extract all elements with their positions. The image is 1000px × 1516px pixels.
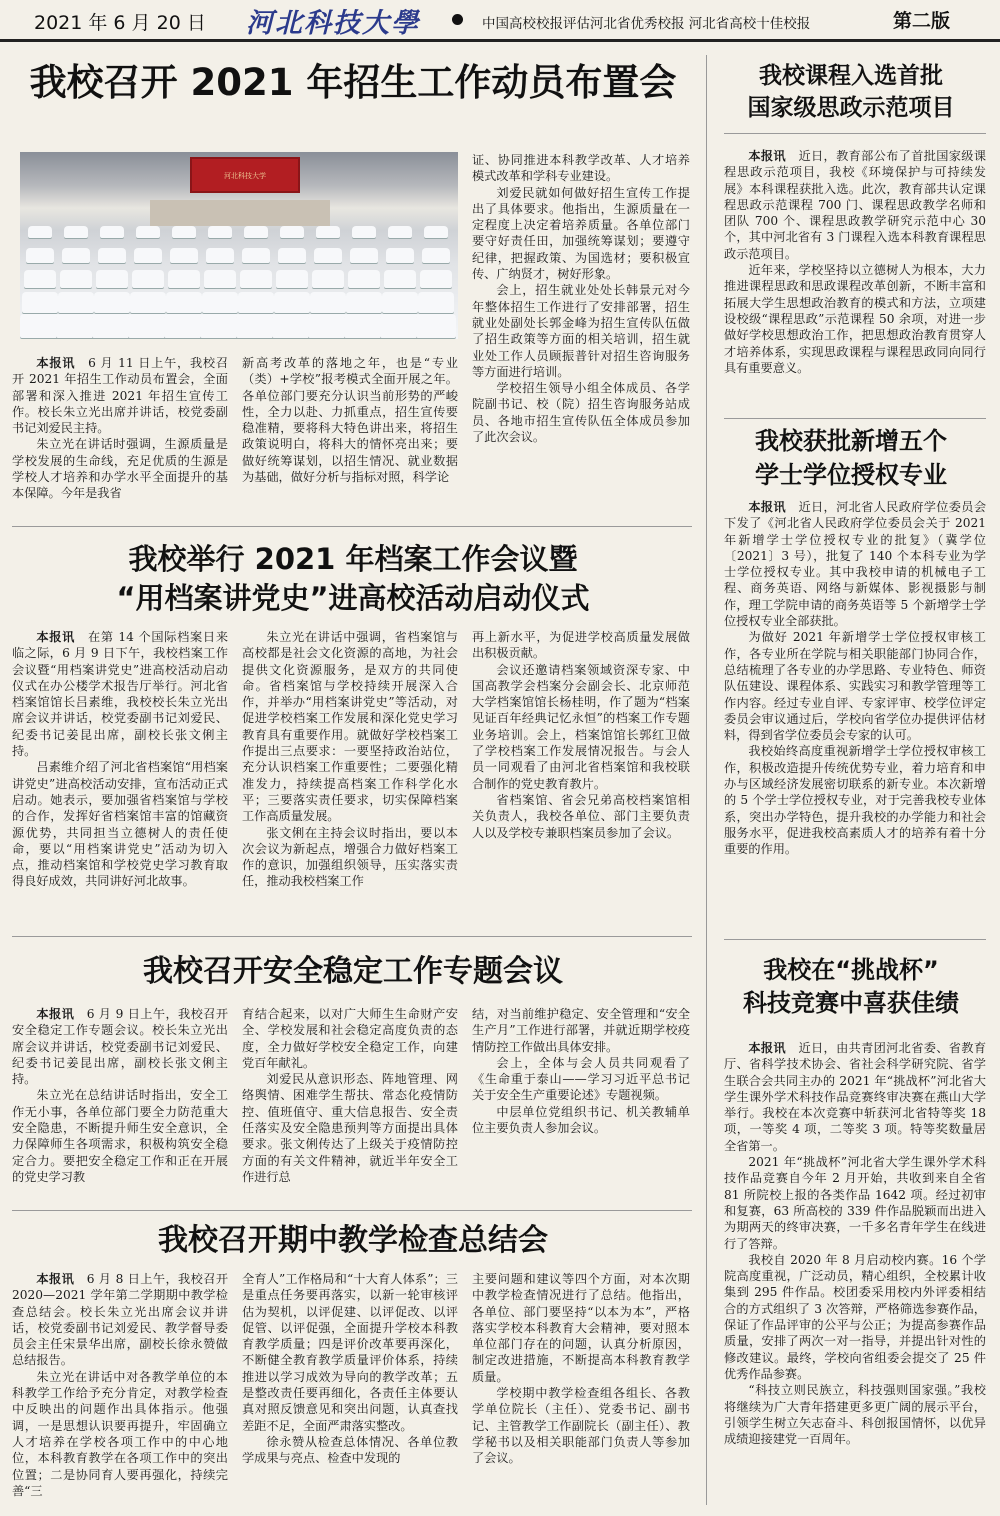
section-divider [724,939,986,940]
photo-seat [200,314,240,338]
article-column [242,1271,458,1511]
bullet-dot [452,14,463,25]
paragraph-text: 6 月 11 日上午，我校召开 2021 年招生工作动员布置会，全面部署和深入推进 2021 年招生宣传工作。校长朱立光出席并讲话，校党委副书记刘爱民主持。 [12,356,228,436]
paragraph-text: 我校自 2020 年 8 月启动校内赛。16 个学院高度重视，广泛动员，精心组织，全校累计收集到 295 件作品。校团委采用校内外评委相结合的方式组织了 3 次答辩，严格筛选参赛作品，保证了作品评审的公平与公正；为提高参赛作品质量，安排了两次一对一指导，并提出针对性的修改建议。最终，学校向省组委会提交了 25 件优秀作品参赛。 [724,1252,986,1381]
photo-seat [312,270,344,288]
byline: 本报讯 [36,356,76,370]
byline: 本报讯 [36,630,76,644]
paragraph-text: 在第 14 个国际档案日来临之际，6 月 9 日下午，我校档案工作会议暨“用档案讲党史”进高校活动启动仪式在办公楼学术报告厅举行。河北省档案馆馆长吕素维，我校校长朱立光出席会议并讲话，校党委副书记刘爱民、纪委书记姜昆出席，副校长张文俐主持。 [12,630,228,759]
photo-seat [350,248,378,263]
photo-seat [22,292,58,313]
paragraph: 新高考改革的落地之年，也是“专业（类）+学校”报考模式全面开展之年。各单位部门要充分认识当前形势的严峻性，全力以赴、力抓重点，招生宣传要稳准精，要将科大特色讲出来，将招生政策说明白，将科大的情怀亮出来；要做好统筹谋划，以招生情况、就业数据为基础，做好分析与指标对照，科学论 [242,356,458,485]
article-title: 我校召开 2021 年招生工作动员布置会 [29,61,677,104]
paragraph [242,1271,458,1434]
photo-seat [136,226,160,238]
paragraph-text: 会上，招生就业处处长韩景元对今年整体招生工作进行了安排部署，招生就业处副处长郭金峰为招生宣传队伍做了招生政策等方面的相关培训，招生就业处工作人员顾振普针对招生咨询服务等方面进行培训。 [472,283,690,379]
photo-seat [26,248,54,263]
photo-banner: 河北科技大学 [190,157,300,193]
paragraph-text: 中层单位党组织书记、机关教辅单位主要负责人参加会议。 [472,1104,690,1136]
photo-seat [242,248,270,263]
paragraph [242,1006,458,1071]
photo-seat [386,248,414,263]
section-divider [12,936,692,937]
byline: 本报讯 [36,1007,75,1021]
paragraph [724,148,986,262]
photo-seat [310,292,346,313]
paragraph [724,1382,986,1447]
paragraph [724,499,986,629]
byline: 本报讯 [748,149,786,163]
column-divider [706,55,707,1505]
article-column [724,499,986,929]
article-title-line2: 国家级思政示范项目 [747,95,955,121]
photo-seat [98,248,126,263]
photo-seat [272,314,312,338]
paragraph-text: 证、协同推进本科教学改革、人才培养模式改革和学科专业建设。 [472,153,690,184]
photo-seat [384,270,416,288]
article-column [12,629,228,919]
paragraph-text: 省档案馆、省会兄弟高校档案馆相关负责人，我校各单位、部门主要负责人以及学校专兼职档案员参加了会议。 [472,792,690,840]
paragraph [12,1006,228,1087]
paragraph [242,1434,458,1467]
photo-seat [28,226,52,238]
paragraph-text: 学校招生领导小组全体成员、各学院副书记、校（院）招生咨询服务站成员、各地市招生宣传队伍全体成员参加了此次会议。 [472,381,690,445]
photo-seat [416,314,456,338]
photo-seat [64,226,88,238]
paragraph [472,1271,690,1385]
photo-seat [60,270,92,288]
photo-seat [420,270,452,288]
article-title-line2: “用档案讲党史”进高校活动启动仪式 [116,581,590,615]
photo-seat [128,314,168,338]
paper-logo: 河北科技大學 [246,8,420,39]
photo-seat [202,292,238,313]
paragraph-text: 朱立光在讲话中强调，省档案馆与高校都是社会文化资源的高地，为社会提供文化资源服务，是双方的共同使命。省档案馆与学校持续开展深入合作，并举办“用档案讲党史”等活动，对促进学校档案工作发展和深化党史学习教育具有重要作用。就做好学校档案工作提出三点要求：一要坚持政治站位，充分认识档案工作重要性；二要强化精准发力，持续提高档案工作科学化水平；三要落实责任要求，切实保障档案工作高质量发展。 [242,630,458,824]
paragraph [472,792,690,841]
article-column [472,152,690,497]
paragraph-text: 张文俐在主持会议时指出，要以本次会议为新起点，增强合力做好档案工作的意识，加强组织领导，压实落实责任，推动我校档案工作 [242,825,458,889]
paragraph [12,1271,228,1369]
photo-seat [274,292,310,313]
paragraph [12,355,228,436]
paragraph-text: 2021 年“挑战杯”河北省大学生课外学术科技作品竞赛自今年 2 月开始，共收到来自全省 81 所院校上报的各类作品 1642 项。经过初审和复赛，63 所高校的 339 件作品脱颖而出进入为期两天的终审决赛，一千多名青年学生在线进行了答辩。 [724,1155,986,1251]
photo-seat [240,270,272,288]
article-column [724,1040,986,1510]
paragraph [724,1252,986,1382]
paragraph-text: 近日，由共青团河北省委、省教育厅、省科学技术协会、省社会科学研究院、省学生联合会共同主办的 2021 年“挑战杯”河北省大学生课外学术科技作品竞赛终审决赛在燕山大学举行。我校在本次竞赛中斩获河北省特等奖 18 项，一等奖 4 项，二等奖 3 项。特等奖数量居全省第一。 [724,1041,986,1153]
photo-seat [208,226,232,238]
photo-seat [168,270,200,288]
paragraph-text: 近日，教育部公布了首批国家级课程思政示范项目，我校《环境保护与可持续发展》本科课程获批入选。此次，教育部共认定课程思政示范课程 700 门、课程思政教学名师和团队 700 个、课程思政教学研究示范中心 30 个，其中河北省有 3 门课程入选本科教育课程思政示范项目。 [724,149,986,261]
byline: 本报讯 [748,500,786,514]
paragraph [472,282,690,380]
paragraph-text: “科技立则民族立，科技强则国家强。”我校将继续为广大青年搭建更多更广阔的展示平台，引领学生树立矢志奋斗、科创报国情怀，以优异成绩迎接建党一百周年。 [724,1383,986,1447]
photo-seat [132,270,164,288]
paragraph-text: 徐永赞从检查总体情况、各单位教学成果与亮点、检查中发现的 [242,1434,458,1466]
article-title: 我校召开期中教学检查总结会 [158,1223,548,1258]
article-column [12,1006,228,1198]
paragraph-text: 近年来，学校坚持以立德树人为根本，大力推进课程思政和思政课程改革创新，不断丰富和拓展大学生思想政治教育的模式和方法，立项建设校级“课程思政”示范课程 50 余项，对进一步做好学校思想政治工作，把思想政治教育贯穿人才培养体系，实现思政课程与课程思政同向同行具有重要意义。 [724,263,986,375]
photo-seat [238,292,274,313]
article-title-line1: 我校在“挑战杯” [763,956,939,984]
paragraph [472,1385,690,1466]
photo-seat [164,314,204,338]
paragraph [242,1071,458,1185]
article-column [242,629,458,919]
photo-seat [130,292,166,313]
photo-seat [172,226,196,238]
paragraph-text: 主要问题和建议等四个方面，对本次期中教学检查情况进行了总结。他指出，各单位、部门要坚持“以本为本”，严格落实学校本科教育大会精神，要对照本单位部门存在的问题，认真分析原因，制定改进措施，不断提高本科教育教学质量。 [472,1272,690,1384]
article-title-line1: 我校举行 2021 年档案工作会议暨 [128,542,578,576]
photo-seat [56,314,96,338]
paragraph-text: 育结合起来，以对广大师生生命财产安全、学校发展和社会稳定高度负责的态度，全力做好学校安全稳定工作，向建党百年献礼。 [242,1007,458,1070]
paragraph-text: 再上新水平，为促进学校高质量发展做出积极贡献。 [472,630,690,661]
photo-seat [204,270,236,288]
article-title-line1: 我校获批新增五个 [755,427,947,455]
paragraph [242,629,458,825]
article-column [242,355,458,507]
photo-seat [58,292,94,313]
photo-seat [382,292,418,313]
article-title: 我校召开安全稳定工作专题会议 [143,954,563,989]
paragraph [472,1006,690,1055]
paragraph [472,380,690,445]
paragraph [12,629,228,759]
photo-seat [380,314,420,338]
paragraph [724,743,986,857]
article-column [12,1271,228,1511]
photo-seat [314,248,342,263]
paragraph [472,1055,690,1104]
meeting-photo [20,152,458,339]
section-divider [724,418,986,419]
title-underline [724,133,986,134]
paragraph-text: 全育人”工作格局和“十大育人体系”；三是重点任务要再落实，以新一轮审核评估为契机，以评促建、以评促改、以评促管、以评促强，全面提升学校本科教育教学质量；四是评价改革要再深化，不断健全教育教学质量评价体系，持续推进以学习成效为导向的教学改革；五是整改责任要再细化，各责任主体要认真对照反馈意见和突出问题，认真查找差距不足，全面严肃落实整改。 [242,1272,458,1433]
photo-seat [134,248,162,263]
photo-audience [20,222,458,339]
paragraph-text: 朱立光在总结讲话时指出，安全工作无小事，各单位部门要全力防范重大安全隐患，不断提升师生安全意识，全力保障师生各项需求，积极构筑安全稳定合力。要把安全稳定工作和正在开展的党史学习教 [12,1088,228,1184]
photo-seat [170,248,198,263]
paragraph-text: 朱立光在讲话中对各教学单位的本科教学工作给予充分肯定，对教学检查中反映出的问题作出具体指示。他强调，一是思想认识要再提升，牢固确立人才培养在学校各项工作中的中心地位，本科教育教学在各项工作中的突出位置；二是协同育人要再强化，持续完善“三 [12,1369,228,1498]
paragraph-text: 近日，河北省人民政府学位委员会下发了《河北省人民政府学位委员会关于 2021 年新增学士学位授权专业的批复》（冀学位〔2021〕3 号），批复了 140 个本科专业为学士学位授权专业。其中我校申请的机械电子工程、商务英语、网络与新媒体、影视摄影与制作，理工学院申请的商务英语等 5 个新增学士学位授权专业全部获批。 [724,500,986,629]
photo-seat [24,270,56,288]
photo-seat [352,226,376,238]
paragraph-text: 吕素维介绍了河北省档案馆“用档案讲党史”进高校活动安排，宣布活动正式启动。她表示，要加强省档案馆与学校的合作，发挥好省档案馆丰富的馆藏资源优势，共同担当立德树人的责任使命，要以“用档案讲党史”活动为切入点，推动档案馆和学校党史学习教育取得良好成效，共同讲好河北故事。 [12,760,228,889]
paragraph-text: 会上，全体与会人员共同观看了《生命重于泰山——学习习近平总书记关于安全生产重要论述》专题视频。 [472,1055,690,1103]
photo-seat [244,226,268,238]
paragraph-text: 我校始终高度重视新增学士学位授权审核工作，积极改造提升传统优势专业，着力培育和申办与区域经济发展密切联系的新专业。本次新增的 5 个学士学位授权专业，对于完善我校专业体系，突出办学特色，提升我校的办学能力和社会服务水平，促进我校高素质人才的培养有着十分重要的作用。 [724,744,986,857]
photo-seat [276,270,308,288]
photo-seat [206,248,234,263]
article-title-line2: 学士学位授权专业 [755,461,947,489]
section-divider [12,526,692,527]
photo-seat [94,292,130,313]
article-column [242,1006,458,1198]
photo-seat [344,314,384,338]
page-number: 第二版 [893,10,951,32]
paragraph [12,759,228,889]
paragraph [472,185,690,283]
paragraph [472,629,690,662]
photo-seat [92,314,132,338]
photo-seat [308,314,348,338]
byline: 本报讯 [36,1272,75,1286]
paragraph [472,1104,690,1137]
paragraph-text: 刘爱民就如何做好招生宣传工作提出了具体要求。他指出，生源质量在一定程度上决定着培养质量。各单位部门要守好责任田，加强统筹谋划；要遵守纪律，把握政策、为国选材；要积极宣传、广纳贤才，树好形象。 [472,185,690,282]
photo-seat [166,292,202,313]
paragraph [724,629,986,743]
photo-seat [316,226,340,238]
article-column [724,148,986,408]
photo-seat [424,226,448,238]
photo-seat [422,248,450,263]
paragraph [12,1369,228,1499]
paragraph-text: 会议还邀请档案领域资深专家、中国高教学会档案分会副会长、北京师范大学档案馆馆长杨桂明，作了题为“档案见证百年经典记忆永恒”的档案工作专题业务培训。会上，档案馆馆长郭红卫做了学校档案工作发展情况报告。与会人员一同观看了由河北省档案馆和我校联合制作的党史教育教片。 [472,662,690,791]
article-column [472,629,690,919]
article-title-line2: 科技竞赛中喜获佳绩 [743,989,959,1017]
paragraph-text: 朱立光在讲话时强调，生源质量是学校发展的生命线，充足优质的生源是学校人才培养和办学水平全面提升的基本保障。今年是我省 [12,437,228,501]
photo-seat [280,226,304,238]
paragraph [472,662,690,792]
paragraph [724,1154,986,1252]
byline: 本报讯 [748,1041,786,1055]
paragraph-text: 6 月 8 日上午，我校召开 2020—2021 学年第二学期期中教学检查总结会。校长朱立光出席会议并讲话，校党委副书记刘爱民、教学督导委员会主任宋景华出席，副校长徐永赞做总结报告。 [12,1272,228,1368]
photo-seat [96,270,128,288]
photo-seat [20,314,60,338]
paragraph-text: 为做好 2021 年新增学士学位授权审核工作，各专业所在学院与相关职能部门协同合作，总结梳理了各专业的办学思路、专业特色、师资队伍建设、课程体系、实践实习和教学管理等工作内容。经过专业自评、专家评审、校学位评定委员会审议通过后，学校向省学位办提供评估材料，得到省学位委员会专家的认可。 [724,630,986,743]
photo-seat [278,248,306,263]
photo-seat [100,226,124,238]
paragraph [724,1040,986,1154]
section-divider [12,1210,692,1211]
article-column [472,1271,690,1511]
issue-date: 2021 年 6 月 20 日 [34,12,206,34]
paragraph-text: 刘爱民从意识形态、阵地管理、网络舆情、困难学生帮扶、常态化疫情防控、值班值守、重大信息报告、安全责任落实及安全隐患预判等方面提出具体要求。张文俐传达了上级关于疫情防控方面的有关文件精神，就近半年安全工作进行总 [242,1072,458,1184]
paragraph [242,825,458,890]
photo-seat [388,226,412,238]
article-column [472,1006,690,1198]
paragraph [472,152,690,185]
paper-honors: 中国高校校报评估河北省优秀校报 河北省高校十佳校报 [482,16,811,32]
paragraph-text: 结，对当前维护稳定、安全管理和“安全生产月”工作进行部署，并就近期学校疫情防控工作做出具体安排。 [472,1007,690,1054]
photo-seat [236,314,276,338]
paragraph [724,262,986,376]
paragraph-text: 6 月 9 日上午，我校召开安全稳定工作专题会议。校长朱立光出席会议并讲话，校党委副书记刘爱民、纪委书记姜昆出席，副校长张文俐主持。 [12,1007,228,1087]
paragraph [12,1087,228,1185]
photo-seat [348,270,380,288]
photo-seat [62,248,90,263]
article-column [12,355,228,507]
article-title-line1: 我校课程入选首批 [759,63,943,89]
photo-seat [346,292,382,313]
paragraph-text: 学校期中教学检查组各组长、各教学单位院长（主任）、党委书记、副书记、主管教学工作副院长（副主任）、教学秘书以及相关职能部门负责人等参加了会议。 [472,1386,690,1466]
photo-seat [418,292,454,313]
paragraph [12,436,228,501]
